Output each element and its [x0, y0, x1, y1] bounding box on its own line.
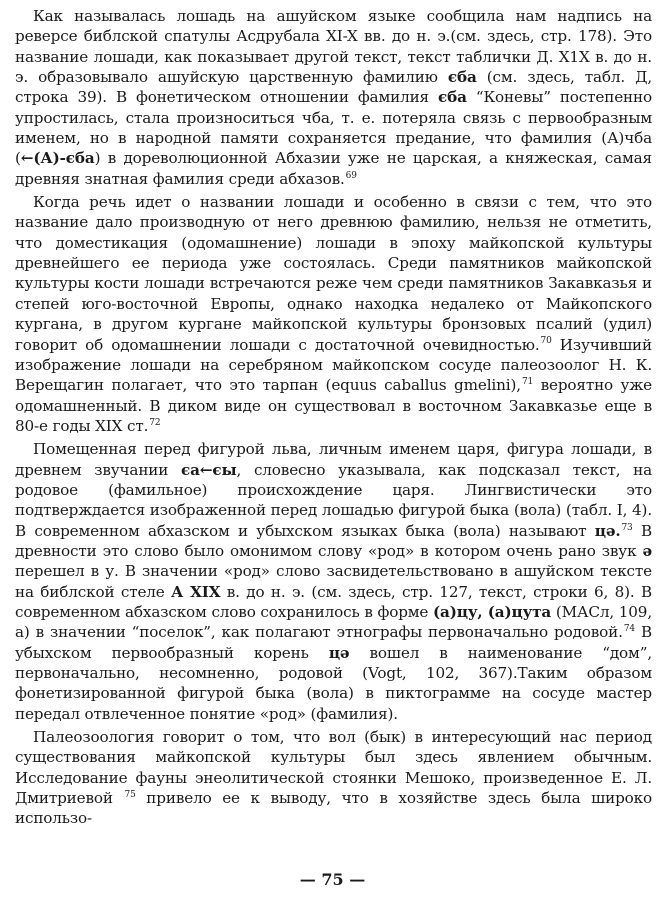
- text-run: перешел в у. В значении «род» слово засвидетельствовано в ашуйском тексте на библской стеле: [15, 562, 652, 601]
- paragraph-4: [15, 727, 652, 829]
- footnote-ref: 75: [124, 790, 136, 800]
- footnote-ref: 69: [345, 170, 357, 181]
- bold-term: єа←єы: [180, 460, 237, 479]
- bold-term: (а)цу, (а)цута: [433, 602, 552, 621]
- text-run: Изучивший изображение лошади на серебряном майкопском сосуде палеозоолог Н. К. Верещагин полагает, что это тарпан (equus caballus gmelini),: [15, 335, 652, 395]
- bold-term: цә: [328, 643, 350, 662]
- footnote-ref: 72: [149, 417, 161, 428]
- bold-term: ә: [642, 541, 652, 560]
- footnote-ref: 70: [540, 336, 552, 347]
- text-run: Помещенная перед фигурой льва, личным именем царя, фигура лошади, в древнем звучании: [15, 440, 652, 479]
- bold-term: цә.: [594, 521, 621, 540]
- text-run: (МАСл, 109, а) в значении “поселок”, как полагают этнографы первоначально родовой.: [15, 602, 652, 642]
- paragraph-1: [15, 6, 652, 189]
- text-run: вероятно уже одомашненный. В диком виде он существовал в восточном Закавказье еще в 80-е годы XIX ст.: [15, 376, 652, 435]
- footnote-ref: 71: [521, 377, 534, 388]
- paragraph-3: [15, 439, 652, 724]
- bold-term: єба: [438, 88, 467, 107]
- bold-term: ←(А)-єба: [20, 149, 95, 168]
- text-run: вошел в наименование “дом”, первоначально, несомненно, родовой (Vogt, 102, 367).Таким образом фонетизированной фигурой быка (вола) в пиктограмме на сосуде мастер передал отвлеченное понятие «род» (фамилия).: [15, 643, 653, 723]
- bold-term: А XIX: [171, 582, 221, 601]
- text-run: Когда речь идет о названии лошади и особенно в связи с тем, что это название дало производную от него древнюю фамилию, нельзя не отметить, что доместикация (одомашнение) лошади в эпоху майкопской культуры древнейшего ее периода уже состоялась. Среди памятников майкопской культуры кости лошади встречаются реже чем среди памятников Закавказья и степей юго-восточной Европы, однако находка недалеко от Майкопского кургана, в другом кургане майкопской культуры бронзовых псалий (удил) говорит об одомашнении лошади с достаточной очевидностью.: [15, 193, 652, 354]
- text-run: В древности это слово было омонимом слову «род» в котором очень рано звук: [15, 521, 652, 560]
- text-run: (см. здесь, табл. Д, строка 39). В фонетическом отношении фамилия: [15, 68, 652, 107]
- text-run: Как называлась лошадь на ашуйском языке сообщила нам надпись на реверсе библской спатулы Асдрубала XI-X вв. до н. э.(см. здесь, стр. 178). Это название лошади, как показывает другой текст, текст таблички Д. X1X в. до н. э. образовывало ашуйскую царственную фамилию: [15, 7, 652, 87]
- text-run: привело ее к выводу, что в хозяйстве здесь была широко использо-: [15, 789, 653, 828]
- text-run: В убыхском первообразный корень: [15, 623, 652, 662]
- bold-term: єба: [447, 68, 477, 87]
- text-run: ) в дореволюционной Абхазии уже не царская, а княжеская, самая древняя знатная фамилия среди абхазов.: [15, 149, 652, 188]
- page-text: [15, 6, 652, 832]
- paragraph-2: [15, 192, 652, 436]
- text-run: , словесно указывала, как подсказал текст, на родовое (фамильное) происхождение царя. Лингвистически это подтверждается изображенной перед лошадью фигурой быка (вола) (табл. I, 4). В современном абхазском и убыхском языках быка (вола) называют: [15, 460, 652, 540]
- page-number: — 75 —: [299, 870, 366, 889]
- footnote-ref: 74: [623, 624, 635, 635]
- text-run: Палеозоология говорит о том, что вол (бык) в интересующий нас период существования майкопской культуры был здесь явлением обычным. Исследование фауны энеолитической стоянки Мешоко, произведенное Е. Л. Дмитриевой: [15, 728, 652, 808]
- footnote-ref: 73: [621, 522, 633, 533]
- text-run: “Коневы” постепенно упростилась, стала произноситься чба, т. е. потеряла связь с первообразным именем, но в народной памяти сохраняется предание, что фамилия (А)чба (: [15, 88, 652, 168]
- text-run: в. до н. э. (см. здесь, стр. 127, текст, строки 6, 8). В современном абхазском слово сохранилось в форме: [15, 582, 652, 621]
